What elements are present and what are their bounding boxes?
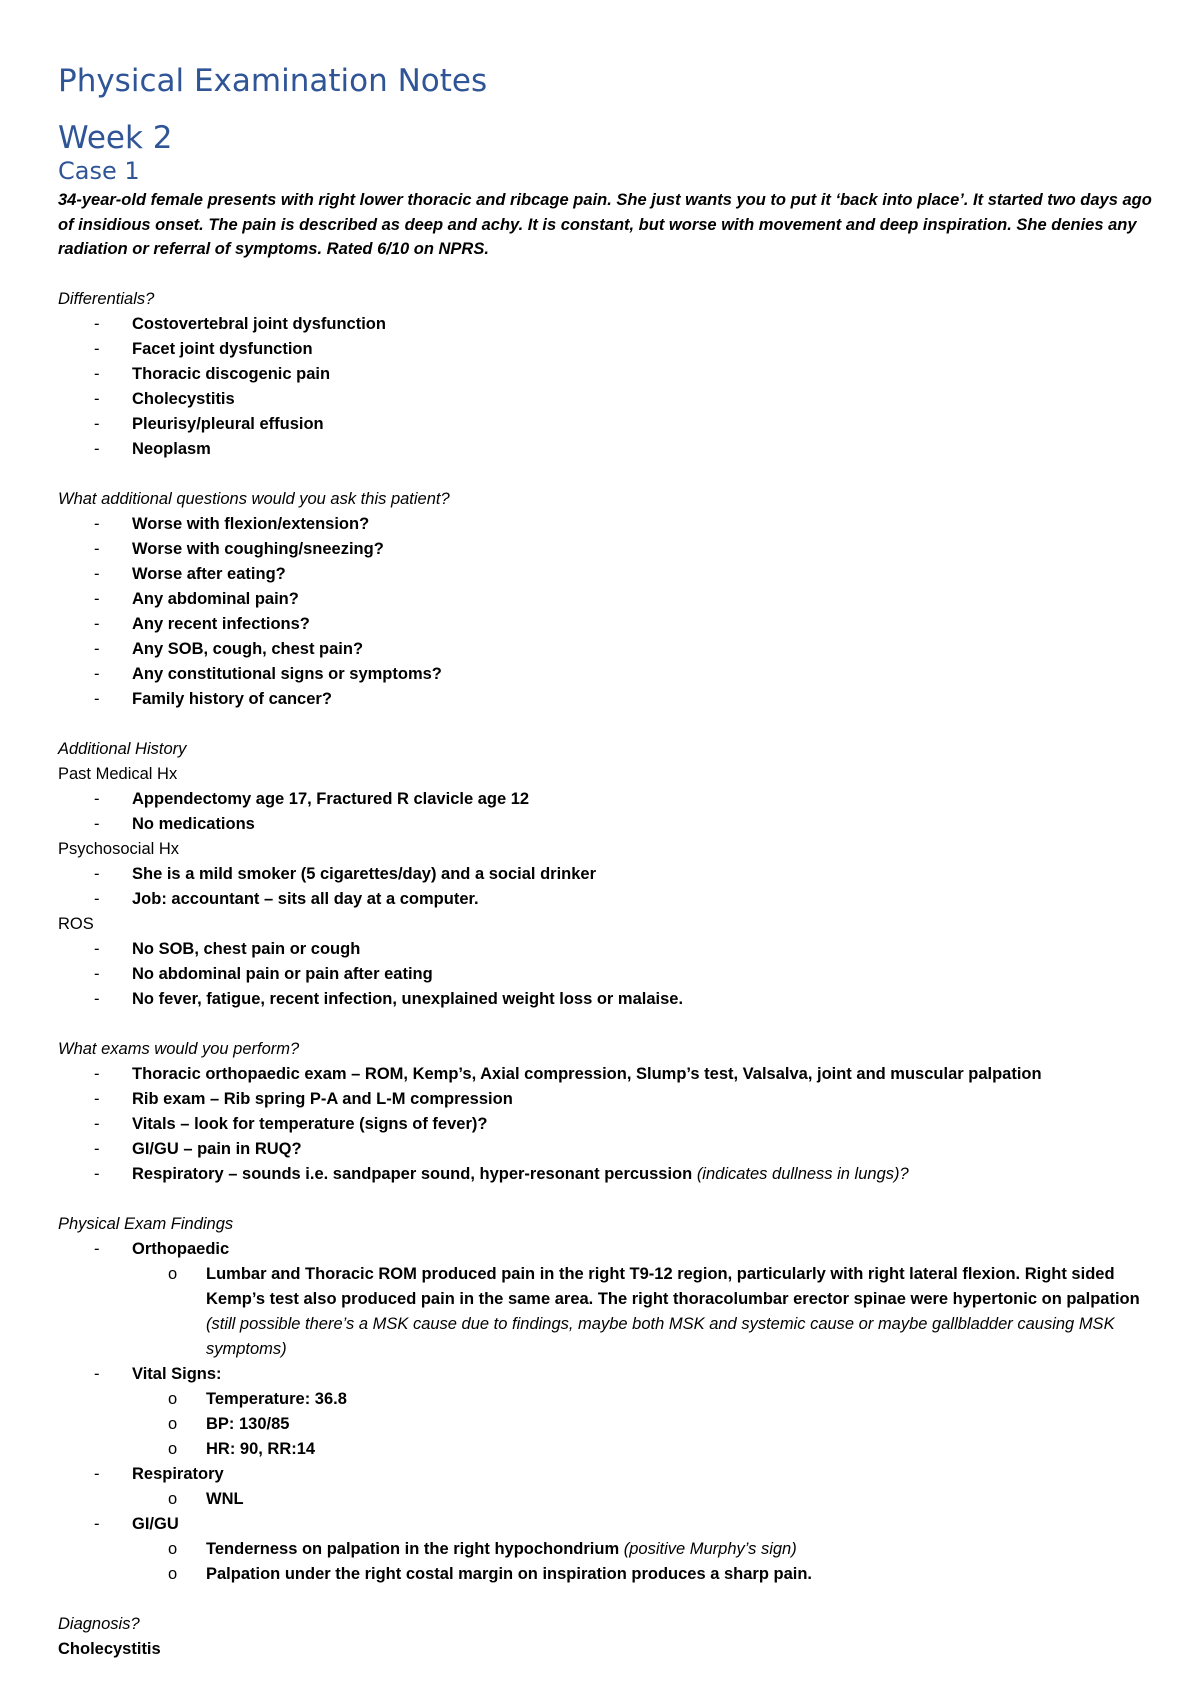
- history-heading: Additional History: [58, 739, 187, 758]
- dash-marker: -: [94, 689, 100, 708]
- spacer: [58, 462, 1158, 487]
- list-item: o WNL: [132, 1487, 1158, 1512]
- questions-list: [58, 512, 1158, 712]
- list-item: - Vital Signs: o Temperature: 36.8 o BP: 130/85 o HR: 90, RR:14: [58, 1362, 1158, 1462]
- dash-marker: -: [94, 1164, 100, 1183]
- circle-marker: o: [168, 1264, 178, 1283]
- circle-marker: o: [168, 1439, 178, 1458]
- dash-marker: -: [94, 1464, 100, 1483]
- dash-marker: -: [94, 564, 100, 583]
- list-item: - Costovertebral joint dysfunction: [58, 312, 1158, 337]
- dash-marker: -: [94, 939, 100, 958]
- dash-marker: -: [94, 1514, 100, 1533]
- vitals-sublist: [132, 1387, 1158, 1462]
- dash-marker: -: [94, 339, 100, 358]
- list-item: - Job: accountant – sits all day at a computer.: [58, 887, 1158, 912]
- dash-marker: -: [94, 889, 100, 908]
- diagnosis-value: Cholecystitis: [58, 1639, 161, 1658]
- case-intro: 34-year-old female presents with right lower thoracic and ribcage pain. She just wants you to put it ‘back into place’. It started two days ago of insidious onset. The pain is described as deep and achy. It is constant, but worse with movement and deep inspiration. She denies any radiation or referral of symptoms. Rated 6/10 on NPRS.: [58, 191, 1152, 258]
- spacer: [58, 1587, 1158, 1612]
- dash-marker: -: [94, 364, 100, 383]
- ros-list: [58, 937, 1158, 1012]
- exam-note: (indicates dullness in lungs): [696, 1164, 900, 1183]
- findings-list: [58, 1237, 1158, 1587]
- questions-heading: What additional questions would you ask this patient?: [58, 489, 450, 508]
- exams-heading: What exams would you perform?: [58, 1039, 300, 1058]
- list-item: o Tenderness on palpation in the right hypochondrium (positive Murphy’s sign): [132, 1537, 1158, 1562]
- spacer: [58, 712, 1158, 737]
- list-item: - Facet joint dysfunction: [58, 337, 1158, 362]
- document-page: [58, 62, 1158, 1662]
- list-item: - GI/GU – pain in RUQ?: [58, 1137, 1158, 1162]
- circle-marker: o: [168, 1414, 178, 1433]
- differentials-heading: Differentials?: [58, 289, 155, 308]
- spacer: [58, 1187, 1158, 1212]
- psych-list: [58, 862, 1158, 912]
- dash-marker: -: [94, 514, 100, 533]
- finding-note: (positive Murphy’s sign): [623, 1539, 797, 1558]
- circle-marker: o: [168, 1389, 178, 1408]
- list-item: - Family history of cancer?: [58, 687, 1158, 712]
- differentials-list: [58, 312, 1158, 462]
- dash-marker: -: [94, 864, 100, 883]
- week-heading: Week 2: [58, 120, 173, 156]
- list-item: - Respiratory o WNL: [58, 1462, 1158, 1512]
- dash-marker: -: [94, 589, 100, 608]
- dash-marker: -: [94, 1139, 100, 1158]
- dash-marker: -: [94, 389, 100, 408]
- document-title: Physical Examination Notes: [58, 63, 488, 99]
- list-item: - Worse with coughing/sneezing?: [58, 537, 1158, 562]
- gi-sublist: [132, 1537, 1158, 1587]
- list-item: - Any SOB, cough, chest pain?: [58, 637, 1158, 662]
- list-item: - Orthopaedic o Lumbar and Thoracic ROM produced pain in the right T9-12 region, particularly with right lateral flexion. Right sided Kemp’s test also produced pain in the same area. The right thoracolumbar erector spinae were hypertonic on palpation (still possible there’s a MSK cause due to findings, maybe both MSK and systemic cause or maybe gallbladder causing MSK symptoms): [58, 1237, 1158, 1362]
- list-item: - Thoracic discogenic pain: [58, 362, 1158, 387]
- list-item: o Palpation under the right costal margin on inspiration produces a sharp pain.: [132, 1562, 1158, 1587]
- list-item: - Cholecystitis: [58, 387, 1158, 412]
- dash-marker: -: [94, 789, 100, 808]
- list-item: - Vitals – look for temperature (signs of fever)?: [58, 1112, 1158, 1137]
- dash-marker: -: [94, 1114, 100, 1133]
- list-item: - Any constitutional signs or symptoms?: [58, 662, 1158, 687]
- list-item: - No medications: [58, 812, 1158, 837]
- resp-sublist: [132, 1487, 1158, 1512]
- dash-marker: -: [94, 1239, 100, 1258]
- list-item: - Appendectomy age 17, Fractured R clavicle age 12: [58, 787, 1158, 812]
- list-item: - Respiratory – sounds i.e. sandpaper sound, hyper-resonant percussion (indicates dullness in lungs)?: [58, 1162, 1158, 1187]
- list-item: - Pleurisy/pleural effusion: [58, 412, 1158, 437]
- list-item: o HR: 90, RR:14: [132, 1437, 1158, 1462]
- list-item: - Worse after eating?: [58, 562, 1158, 587]
- dash-marker: -: [94, 989, 100, 1008]
- list-item: o BP: 130/85: [132, 1412, 1158, 1437]
- list-item: - No fever, fatigue, recent infection, unexplained weight loss or malaise.: [58, 987, 1158, 1012]
- pmh-list: [58, 787, 1158, 837]
- dash-marker: -: [94, 439, 100, 458]
- dash-marker: -: [94, 314, 100, 333]
- dash-marker: -: [94, 1364, 100, 1383]
- findings-heading: Physical Exam Findings: [58, 1214, 234, 1233]
- list-item: - No SOB, chest pain or cough: [58, 937, 1158, 962]
- exams-list: [58, 1062, 1158, 1187]
- list-item: - She is a mild smoker (5 cigarettes/day) and a social drinker: [58, 862, 1158, 887]
- list-item: o Temperature: 36.8: [132, 1387, 1158, 1412]
- list-item: o Lumbar and Thoracic ROM produced pain in the right T9-12 region, particularly with right lateral flexion. Right sided Kemp’s test also produced pain in the same area. The right thoracolumbar erector spinae were hypertonic on palpation (still possible there’s a MSK cause due to findings, maybe both MSK and systemic cause or maybe gallbladder causing MSK symptoms): [132, 1262, 1158, 1362]
- psych-label: Psychosocial Hx: [58, 839, 180, 858]
- dash-marker: -: [94, 1089, 100, 1108]
- finding-note: (still possible there’s a MSK cause due to findings, maybe both MSK and systemic cause or maybe gallbladder causing MSK symptoms): [206, 1314, 1115, 1358]
- pmh-label: Past Medical Hx: [58, 764, 178, 783]
- spacer: [58, 1012, 1158, 1037]
- dash-marker: -: [94, 664, 100, 683]
- list-item: - Thoracic orthopaedic exam – ROM, Kemp’s, Axial compression, Slump’s test, Valsalva, joint and muscular palpation: [58, 1062, 1158, 1087]
- dash-marker: -: [94, 964, 100, 983]
- list-item: - Neoplasm: [58, 437, 1158, 462]
- list-item: - Rib exam – Rib spring P-A and L-M compression: [58, 1087, 1158, 1112]
- list-item: - Worse with flexion/extension?: [58, 512, 1158, 537]
- dash-marker: -: [94, 639, 100, 658]
- list-item: - GI/GU o Tenderness on palpation in the right hypochondrium (positive Murphy’s sign) o Palpation under the right costal margin on inspiration produces a sharp pain.: [58, 1512, 1158, 1587]
- circle-marker: o: [168, 1489, 178, 1508]
- list-item: - Any recent infections?: [58, 612, 1158, 637]
- diagnosis-heading: Diagnosis?: [58, 1614, 140, 1633]
- dash-marker: -: [94, 614, 100, 633]
- circle-marker: o: [168, 1539, 178, 1558]
- dash-marker: -: [94, 814, 100, 833]
- dash-marker: -: [94, 539, 100, 558]
- dash-marker: -: [94, 1064, 100, 1083]
- circle-marker: o: [168, 1564, 178, 1583]
- list-item: - Any abdominal pain?: [58, 587, 1158, 612]
- ortho-sublist: [132, 1262, 1158, 1362]
- ros-label: ROS: [58, 914, 94, 933]
- list-item: - No abdominal pain or pain after eating: [58, 962, 1158, 987]
- dash-marker: -: [94, 414, 100, 433]
- case-heading: Case 1: [58, 157, 140, 185]
